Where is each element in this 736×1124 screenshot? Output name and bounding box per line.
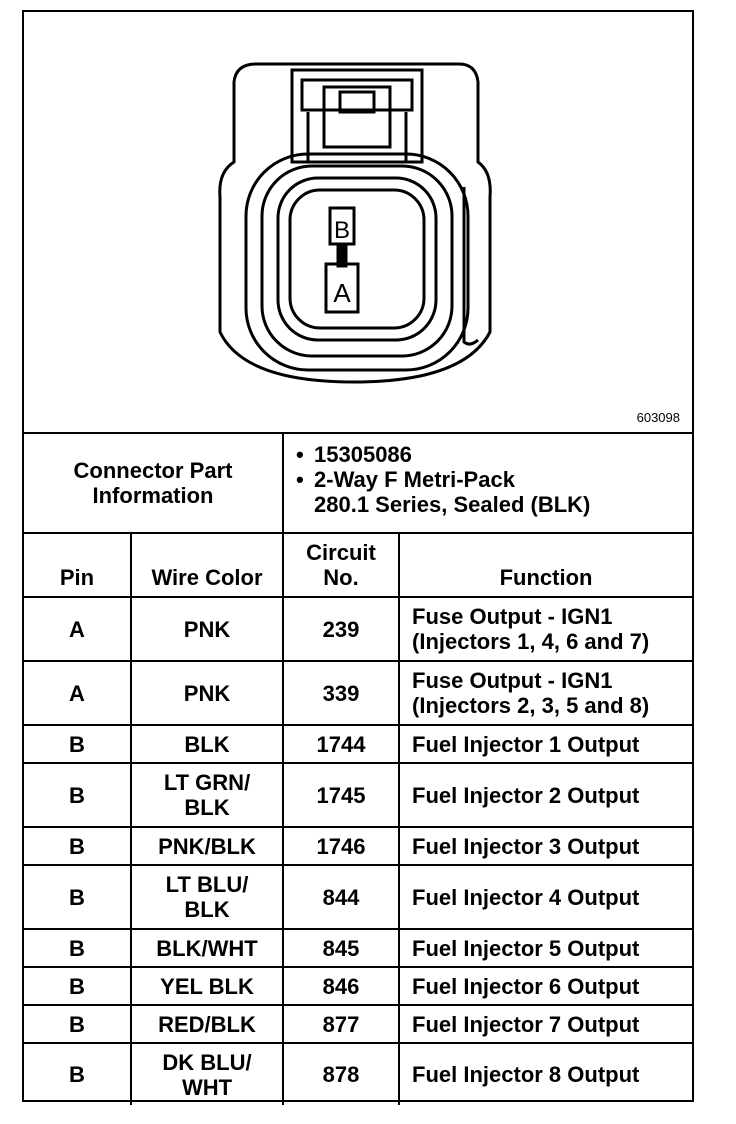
pin-a-label: A: [333, 278, 351, 308]
pin-cell: B: [24, 763, 131, 827]
function-cell: Fuel Injector 8 Output: [399, 1043, 692, 1105]
table-row: [24, 827, 692, 865]
connector-info-label: Connector Part Information: [24, 433, 283, 533]
connector-info-list: [283, 433, 692, 533]
pin-cell: B: [24, 967, 131, 1005]
wire-color-cell: LT BLU/ BLK: [131, 865, 283, 929]
circuit-cell: 877: [283, 1005, 399, 1043]
function-cell: Fuel Injector 6 Output: [399, 967, 692, 1005]
connector-part-number: • 15305086: [314, 442, 688, 467]
circuit-cell: 339: [283, 661, 399, 725]
function-cell: Fuse Output - IGN1 (Injectors 2, 3, 5 and 8): [399, 661, 692, 725]
wire-color-cell: LT GRN/ BLK: [131, 763, 283, 827]
wire-color-cell: PNK: [131, 661, 283, 725]
circuit-cell: 239: [283, 597, 399, 661]
connector-info-row: [24, 433, 692, 533]
circuit-cell: 844: [283, 865, 399, 929]
function-cell: Fuel Injector 1 Output: [399, 725, 692, 763]
pin-cell: B: [24, 827, 131, 865]
circuit-cell: 846: [283, 967, 399, 1005]
table-row: [24, 1043, 692, 1105]
figure-id: 603098: [636, 410, 680, 425]
wire-color-cell: BLK/WHT: [131, 929, 283, 967]
wire-color-cell: PNK: [131, 597, 283, 661]
header-pin: Pin: [24, 533, 131, 597]
pin-b-label: B: [333, 217, 351, 244]
pin-cell: B: [24, 725, 131, 763]
connector-table: [24, 432, 692, 1105]
function-cell: Fuse Output - IGN1 (Injectors 1, 4, 6 and 7): [399, 597, 692, 661]
wire-color-cell: BLK: [131, 725, 283, 763]
function-cell: Fuel Injector 2 Output: [399, 763, 692, 827]
connector-sheet: [22, 10, 694, 1102]
pin-cell: B: [24, 1043, 131, 1105]
header-wire-color: Wire Color: [131, 533, 283, 597]
connector-description: • 2-Way F Metri-Pack 280.1 Series, Sealed (BLK): [314, 467, 688, 517]
pin-cell: B: [24, 1005, 131, 1043]
circuit-cell: 878: [283, 1043, 399, 1105]
wire-color-cell: DK BLU/ WHT: [131, 1043, 283, 1105]
pin-cell: B: [24, 929, 131, 967]
pin-cell: A: [24, 597, 131, 661]
table-row: [24, 597, 692, 661]
function-cell: Fuel Injector 4 Output: [399, 865, 692, 929]
wire-color-cell: YEL BLK: [131, 967, 283, 1005]
table-row: [24, 967, 692, 1005]
circuit-cell: 845: [283, 929, 399, 967]
table-row: [24, 865, 692, 929]
pin-cell: A: [24, 661, 131, 725]
table-row: [24, 1005, 692, 1043]
table-header-row: [24, 533, 692, 597]
table-row: [24, 929, 692, 967]
connector-figure: [24, 12, 692, 432]
header-function: Function: [399, 533, 692, 597]
pin-cell: B: [24, 865, 131, 929]
wire-color-cell: PNK/BLK: [131, 827, 283, 865]
wire-color-cell: RED/BLK: [131, 1005, 283, 1043]
function-cell: Fuel Injector 3 Output: [399, 827, 692, 865]
table-row: [24, 661, 692, 725]
table-row: [24, 725, 692, 763]
table-row: [24, 763, 692, 827]
circuit-cell: 1746: [283, 827, 399, 865]
circuit-cell: 1745: [283, 763, 399, 827]
function-cell: Fuel Injector 7 Output: [399, 1005, 692, 1043]
circuit-cell: 1744: [283, 725, 399, 763]
connector-drawing: [24, 12, 692, 432]
function-cell: Fuel Injector 5 Output: [399, 929, 692, 967]
header-circuit: Circuit No.: [283, 533, 399, 597]
